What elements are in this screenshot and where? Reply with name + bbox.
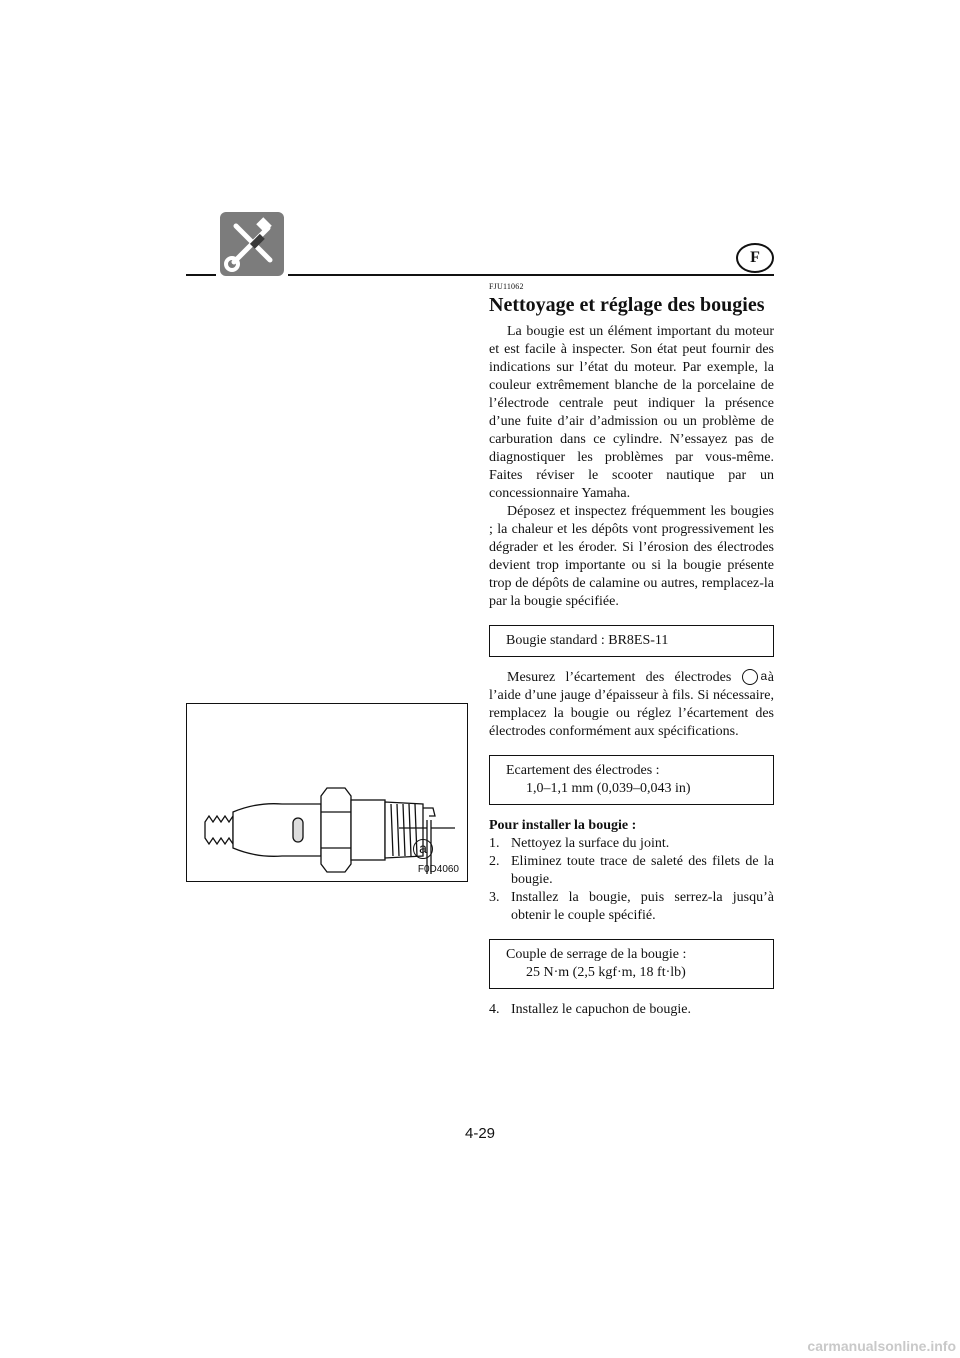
paragraph-3 xyxy=(489,669,774,741)
spec-spark-plug: Bougie standard : BR8ES-11 xyxy=(506,633,669,648)
page-number: 4-29 xyxy=(464,1125,496,1142)
spec-box-spark-plug xyxy=(489,625,774,657)
main-column xyxy=(489,282,774,1019)
step-item xyxy=(489,835,774,853)
step-text: Installez le capuchon de bougie. xyxy=(511,1002,691,1017)
step-number: 3. xyxy=(489,890,500,905)
section-title: Nettoyage et réglage des bougies xyxy=(489,294,765,316)
section-code: FJU11062 xyxy=(489,282,524,291)
figure-callout-a: a xyxy=(413,839,433,859)
language-badge: F xyxy=(736,243,774,273)
paragraph-1: La bougie est un élément important du moteur et est facile à inspecter. Son état peut fournir des indications sur l’état du moteur. Par exemple, la couleur extrêmement blanche de la porcelaine de l’électrode centrale peut indiquer la présence d’une fuite d’air d’admission ou un problème de carburation dans ce cylindre. N’essayez pas de diagnostiquer les problèmes par vous-même. Faites réviser le scooter nautique par un concessionnaire Yamaha. xyxy=(489,324,774,501)
spark-plug-figure xyxy=(186,703,468,882)
spec-gap-label: Ecartement des électrodes : xyxy=(506,763,660,778)
step-text: Eliminez toute trace de saleté des filets de la bougie. xyxy=(511,854,774,887)
header-rule-left xyxy=(186,274,216,276)
install-heading: Pour installer la bougie : xyxy=(489,818,637,833)
paragraph-2: Déposez et inspectez fréquemment les bougies ; la chaleur et les dépôts vont progressivement les dégrader et les éroder. Si l’érosion des électrodes devient trop importante ou si la bougie présente trop de dépôts de calamine ou autres, remplacez-la par la bougie spécifiée. xyxy=(489,504,774,609)
figure-code: F0D4060 xyxy=(417,864,459,875)
callout-a-inline: a xyxy=(742,669,758,685)
step-number: 2. xyxy=(489,854,500,869)
step-text: Nettoyez la surface du joint. xyxy=(511,836,670,851)
spec-box-torque xyxy=(489,939,774,989)
spec-torque-label: Couple de serrage de la bougie : xyxy=(506,947,687,962)
tools-icon xyxy=(220,212,284,276)
paragraph-3-end: à l’aide d’une jauge d’épaisseur à fils. Si nécessaire, remplacez la bougie ou réglez l’écartement des électrodes conformément aux spécifications. xyxy=(489,670,775,739)
step-item xyxy=(489,853,774,889)
spec-box-gap xyxy=(489,755,774,805)
step-item xyxy=(489,1001,774,1019)
header-rule-right xyxy=(288,274,774,276)
step-text: Installez la bougie, puis serrez-la jusqu’à obtenir le couple spécifié. xyxy=(511,890,774,923)
spec-gap-value: 1,0–1,1 mm (0,039–0,043 in) xyxy=(526,781,691,796)
spec-torque-value: 25 N·m (2,5 kgf·m, 18 ft·lb) xyxy=(526,965,686,980)
step-item xyxy=(489,889,774,925)
step-number: 1. xyxy=(489,836,500,851)
step-number: 4. xyxy=(489,1002,500,1017)
paragraph-3-start: Mesurez l’écartement des électrodes xyxy=(507,670,732,685)
watermark: carmanualsonline.info xyxy=(807,1338,956,1354)
